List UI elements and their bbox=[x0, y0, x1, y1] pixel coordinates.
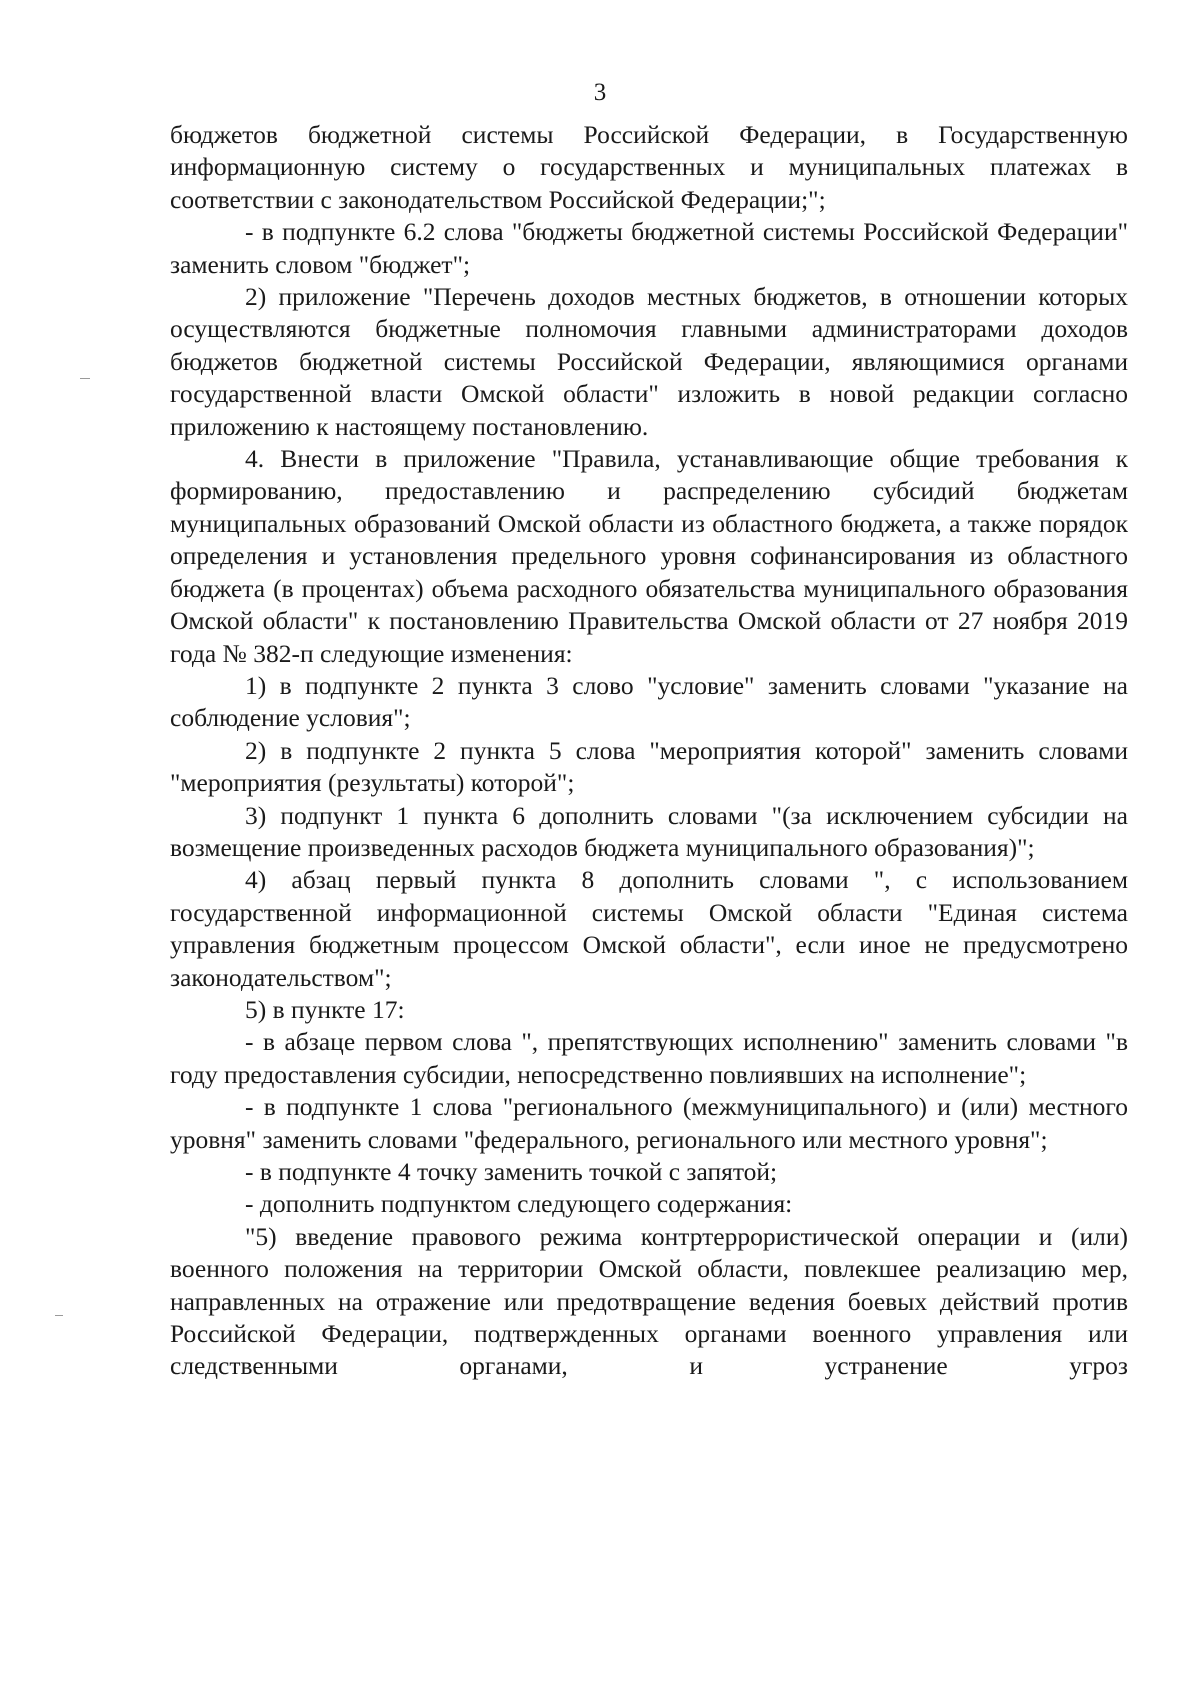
paragraph-subpoint-6-2: - в подпункте 6.2 слова "бюджеты бюджетной системы Российской Федерации" заменить словом "бюджет"; bbox=[170, 217, 1128, 279]
paragraph-amendment-1: 1) в подпункте 2 пункта 3 слово "условие" заменить словами "указание на соблюдение условия"; bbox=[170, 670, 1128, 733]
scan-mark bbox=[80, 378, 90, 379]
paragraph-amendment-4: 4) абзац первый пункта 8 дополнить словами ", с использованием государственной информационной системы Омской области "Единая система управления бюджетным процессом Омской области", если иное не предусмотрено законодательством"; bbox=[170, 865, 1128, 992]
paragraph-amendment-5-subpoint-4: - в подпункте 4 точку заменить точкой с запятой; bbox=[245, 1157, 778, 1186]
page-number: 3 bbox=[593, 79, 607, 106]
paragraph-amendment-5-add: - дополнить подпунктом следующего содержания: bbox=[245, 1189, 793, 1219]
paragraph-amendment-5-subpoint-1: - в подпункте 1 слова "регионального (межмуниципального) и (или) местного уровня" заменить словами "федерального, регионального или местного уровня"; bbox=[170, 1092, 1128, 1154]
paragraph-amendment-3: 3) подпункт 1 пункта 6 дополнить словами "(за исключением субсидии на возмещение произведенных расходов бюджета муниципального образования)"; bbox=[170, 800, 1128, 862]
paragraph-item-2-appendix: 2) приложение "Перечень доходов местных бюджетов, в отношении которых осуществляются бюджетные полномочия главными администраторами доходов бюджетов бюджетной системы Российской Федерации, являющимися органами государственной власти Омской области" изложить в новой редакции согласно приложению к настоящему постановлению. bbox=[170, 282, 1128, 441]
paragraph-amendment-2: 2) в подпункте 2 пункта 5 слова "мероприятия которой" заменить словами "мероприятия (результаты) которой"; bbox=[170, 735, 1128, 798]
paragraph-item-4-amendments: 4. Внести в приложение "Правила, устанавливающие общие требования к формированию, предоставлению и распределению субсидий бюджетам муниципальных образований Омской области из областного бюджета, а также порядок определения и установления предельного уровня софинансирования из областного бюджета (в процентах) объема расходного обязательства муниципального образования Омской области" к постановлению Правительства Омской области от 27 ноября 2019 года № 382-п следующие изменения: bbox=[170, 444, 1128, 668]
paragraph-amendment-5-first-abzac: - в абзаце первом слова ", препятствующих исполнению" заменить словами "в году предоставления субсидии, непосредственно повлиявших на исполнение"; bbox=[170, 1027, 1128, 1089]
paragraph-continuation: бюджетов бюджетной системы Российской Федерации, в Государственную информационную систему о государственных и муниципальных платежах в соответствии с законодательством Российской Федерации;"; bbox=[170, 120, 1128, 214]
document-body bbox=[170, 119, 1128, 1383]
paragraph-new-subpoint-5: "5) введение правового режима контртеррористической операции и (или) военного положения на территории Омской области, повлекшее реализацию мер, направленных на отражение или предотвращение ведения боевых действий против Российской Федерации, подтвержденных органами военного управления или следственными органами, и устранение угроз bbox=[170, 1221, 1128, 1381]
paragraph-amendment-5: 5) в пункте 17: bbox=[245, 994, 405, 1024]
scan-mark bbox=[55, 1315, 63, 1316]
